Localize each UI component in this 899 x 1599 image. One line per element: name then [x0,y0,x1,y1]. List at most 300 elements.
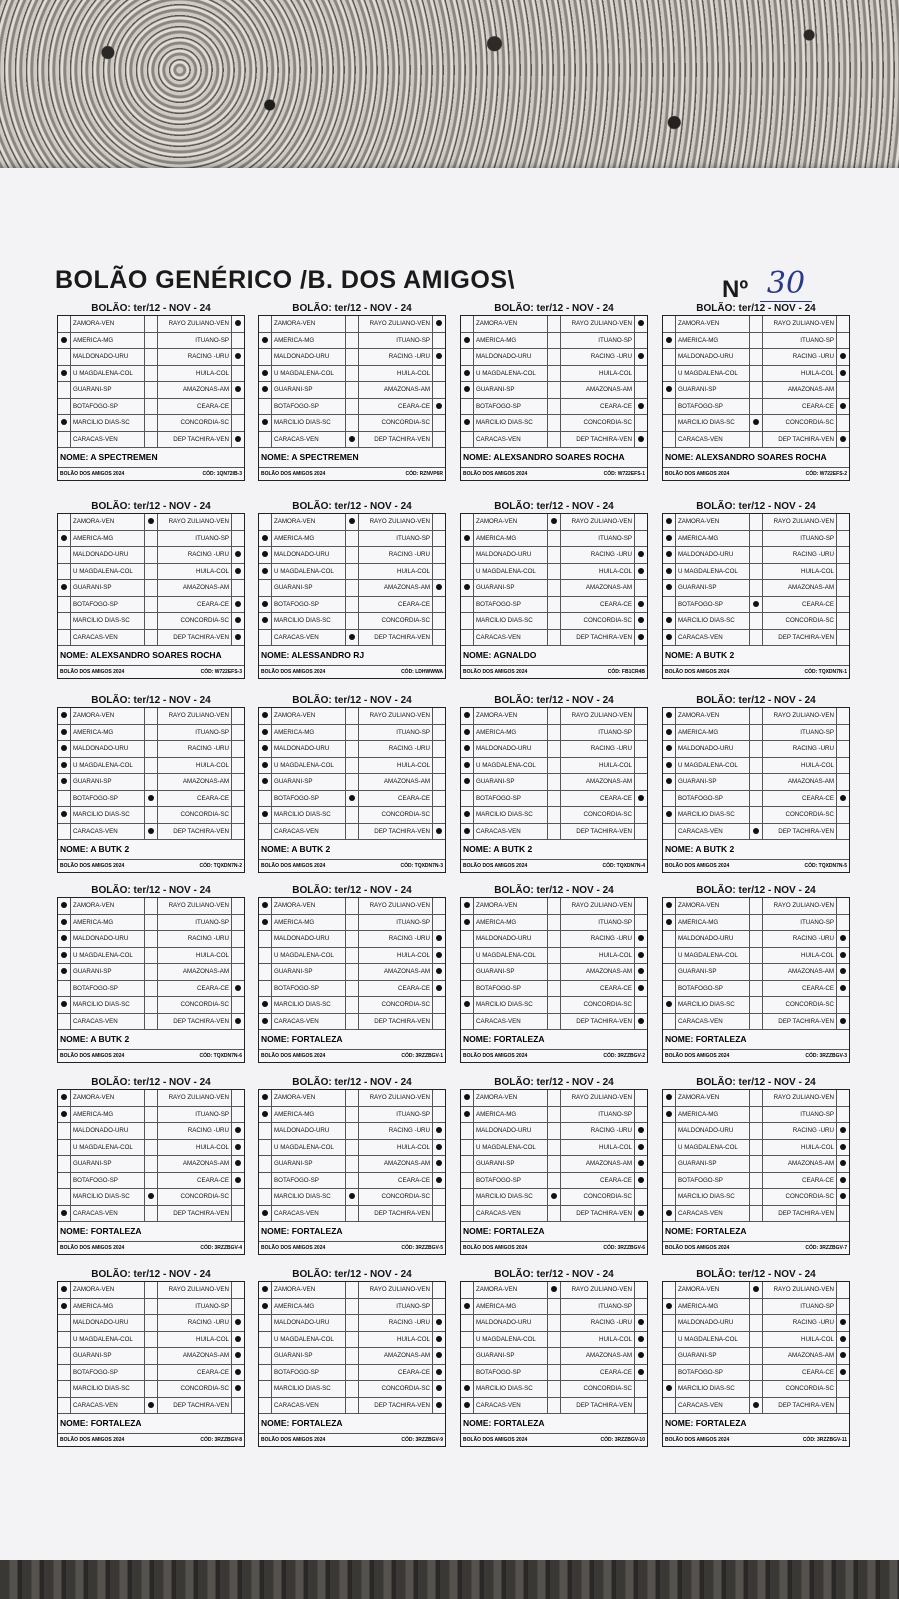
pick-cell [461,1332,474,1348]
pick-cell [433,630,445,646]
team-name: ITUANO-SP [561,333,635,349]
team-name: MARCILIO DIAS-SC [676,997,750,1013]
pick-cell [58,382,71,398]
ticket-card [460,694,648,873]
pick-mark-icon [148,795,154,801]
pick-cell [346,1140,359,1156]
team-name: CONCORDIA-SC [763,1189,837,1205]
team-name: ZAMORA-VEN [474,898,548,914]
team-name: AMERICA-MG [272,1299,346,1315]
pick-cell [663,597,676,613]
team-name: MALDONADO-URU [474,349,548,365]
pool-name: BOLÃO DOS AMIGOS 2024 [665,471,730,477]
pick-cell [548,415,561,431]
match-row [58,580,244,597]
team-name: ITUANO-SP [763,1299,837,1315]
ticket-footer [663,1242,849,1254]
match-row [663,807,849,824]
pick-cell [346,791,359,807]
pick-mark-icon [235,1369,241,1375]
match-row [259,514,445,531]
pick-cell [433,1315,445,1331]
pick-cell [635,1173,647,1189]
team-name: ZAMORA-VEN [676,1090,750,1106]
match-row [58,316,244,333]
pick-mark-icon [436,985,442,991]
match-row [58,333,244,350]
pick-cell [548,531,561,547]
team-name: CEARA-CE [763,1365,837,1381]
pick-cell [346,349,359,365]
pick-cell [663,741,676,757]
team-name: GUARANI-SP [676,382,750,398]
pick-cell [548,1206,561,1222]
ticket-code: CÓD: FB1CR4B [607,669,645,675]
pool-name: BOLÃO DOS AMIGOS 2024 [463,1053,528,1059]
pick-mark-icon [262,386,268,392]
team-name: CEARA-CE [763,1173,837,1189]
pick-cell [145,997,158,1013]
pick-cell [145,1332,158,1348]
match-row [259,1173,445,1190]
pick-mark-icon [638,1352,644,1358]
ticket-card [662,1076,850,1255]
team-name: MARCILIO DIAS-SC [474,1381,548,1397]
pick-cell [145,964,158,980]
pick-cell [837,791,849,807]
pick-cell [750,791,763,807]
team-name: U MAGDALENA-COL [474,948,548,964]
pick-cell [58,964,71,980]
pick-cell [433,1348,445,1364]
team-name: DEP TACHIRA-VEN [158,824,232,840]
team-name: HUILA-COL [561,366,635,382]
team-name: U MAGDALENA-COL [676,1332,750,1348]
team-name: ZAMORA-VEN [71,898,145,914]
team-name: HUILA-COL [158,366,232,382]
team-name: U MAGDALENA-COL [272,948,346,964]
ticket-footer [259,468,445,480]
ticket-card [57,500,245,679]
match-row [259,948,445,965]
pick-cell [58,931,71,947]
pick-cell [461,349,474,365]
player-name: NOME: FORTALEZA [663,1030,849,1050]
pick-cell [635,1156,647,1172]
team-name: RAYO ZULIANO-VEN [158,708,232,724]
match-row [663,1189,849,1206]
team-name: ZAMORA-VEN [676,898,750,914]
team-name: AMAZONAS-AM [158,1156,232,1172]
team-name: AMERICA-MG [71,1107,145,1123]
pick-cell [58,366,71,382]
pick-cell [145,382,158,398]
team-name: HUILA-COL [158,758,232,774]
team-name: RACING -URU [158,547,232,563]
match-row [461,898,647,915]
pick-cell [461,807,474,823]
pick-cell [750,1107,763,1123]
ticket-footer [461,666,647,678]
pick-mark-icon [638,1177,644,1183]
team-name: AMAZONAS-AM [359,1156,433,1172]
pick-cell [433,1140,445,1156]
pick-mark-icon [235,436,241,442]
team-name: CONCORDIA-SC [158,613,232,629]
pick-cell [461,1107,474,1123]
pick-mark-icon [638,968,644,974]
player-name: NOME: FORTALEZA [663,1414,849,1434]
pick-mark-icon [235,1144,241,1150]
match-row [259,964,445,981]
pick-cell [548,1156,561,1172]
team-name: DEP TACHIRA-VEN [561,1398,635,1414]
pick-cell [635,432,647,448]
team-name: U MAGDALENA-COL [676,564,750,580]
team-name: CEARA-CE [158,399,232,415]
pick-mark-icon [638,1319,644,1325]
team-name: CARACAS-VEN [71,1014,145,1030]
ticket-footer [58,1242,244,1254]
team-name: MALDONADO-URU [676,931,750,947]
match-row [663,630,849,647]
pick-cell [663,630,676,646]
pick-cell [259,964,272,980]
match-row [663,349,849,366]
pick-cell [663,1381,676,1397]
team-name: AMERICA-MG [272,725,346,741]
pick-cell [232,1107,244,1123]
team-name: HUILA-COL [359,564,433,580]
pick-cell [837,964,849,980]
team-name: ZAMORA-VEN [71,514,145,530]
ticket-footer [461,1242,647,1254]
pick-cell [346,741,359,757]
pick-cell [750,741,763,757]
team-name: HUILA-COL [561,1332,635,1348]
pick-cell [145,1090,158,1106]
pick-cell [750,1014,763,1030]
team-name: U MAGDALENA-COL [676,948,750,964]
player-name: NOME: FORTALEZA [58,1414,244,1434]
pick-cell [58,531,71,547]
pick-cell [433,382,445,398]
pick-mark-icon [61,1001,67,1007]
team-name: CARACAS-VEN [474,1206,548,1222]
pick-cell [232,758,244,774]
match-row [58,1206,244,1223]
team-name: CARACAS-VEN [474,1014,548,1030]
pool-name: BOLÃO DOS AMIGOS 2024 [463,863,528,869]
pick-cell [663,514,676,530]
team-name: HUILA-COL [763,1332,837,1348]
pick-cell [58,1381,71,1397]
match-row [461,741,647,758]
team-name: GUARANI-SP [474,1156,548,1172]
pick-cell [635,758,647,774]
team-name: MARCILIO DIAS-SC [272,1381,346,1397]
pick-mark-icon [349,1193,355,1199]
number-label: Nº [722,276,749,303]
pick-cell [750,630,763,646]
pick-cell [145,824,158,840]
team-name: RAYO ZULIANO-VEN [763,1090,837,1106]
pick-cell [346,1014,359,1030]
pick-cell [837,531,849,547]
pick-cell [548,1315,561,1331]
pick-cell [145,981,158,997]
team-name: ZAMORA-VEN [272,898,346,914]
pick-cell [346,1107,359,1123]
pick-cell [837,915,849,931]
pick-cell [548,1090,561,1106]
pick-cell [433,580,445,596]
pick-cell [548,824,561,840]
pick-cell [346,807,359,823]
team-name: HUILA-COL [359,366,433,382]
team-name: BOTAFOGO-SP [71,399,145,415]
pool-name: BOLÃO DOS AMIGOS 2024 [60,1053,125,1059]
pick-cell [58,791,71,807]
ticket-header: BOLÃO: ter/12 - NOV - 24 [494,695,614,706]
pick-cell [548,931,561,947]
pick-cell [232,531,244,547]
pool-name: BOLÃO DOS AMIGOS 2024 [665,1245,730,1251]
match-row [461,366,647,383]
match-row [461,1315,647,1332]
pick-cell [663,564,676,580]
team-name: ITUANO-SP [561,1107,635,1123]
team-name: CARACAS-VEN [676,1398,750,1414]
team-name: RAYO ZULIANO-VEN [561,898,635,914]
match-row [259,630,445,647]
pick-cell [461,824,474,840]
pick-cell [259,1173,272,1189]
pick-mark-icon [61,745,67,751]
match-row [58,613,244,630]
team-name: MARCILIO DIAS-SC [474,415,548,431]
pick-cell [461,613,474,629]
pick-mark-icon [666,778,672,784]
pick-cell [232,807,244,823]
pick-cell [232,432,244,448]
pick-cell [635,382,647,398]
match-row [663,1365,849,1382]
team-name: RAYO ZULIANO-VEN [158,316,232,332]
ticket-footer [58,860,244,872]
pick-cell [433,1123,445,1139]
team-name: GUARANI-SP [676,1156,750,1172]
match-row [259,824,445,841]
ticket-card [258,500,446,679]
team-name: ITUANO-SP [359,531,433,547]
team-name: HUILA-COL [561,1140,635,1156]
ticket-footer [663,1434,849,1446]
team-name: HUILA-COL [763,758,837,774]
team-name: AMAZONAS-AM [359,382,433,398]
team-name: AMAZONAS-AM [158,964,232,980]
match-row [663,898,849,915]
pool-name: BOLÃO DOS AMIGOS 2024 [665,1053,730,1059]
pick-mark-icon [61,811,67,817]
pick-cell [837,1332,849,1348]
team-name: U MAGDALENA-COL [71,1332,145,1348]
ticket-table [57,513,245,679]
pick-mark-icon [464,762,470,768]
pick-cell [548,1189,561,1205]
player-name: NOME: A SPECTREMEN [259,448,445,468]
match-row [461,597,647,614]
team-name: AMERICA-MG [71,531,145,547]
pool-name: BOLÃO DOS AMIGOS 2024 [60,1245,125,1251]
match-row [461,791,647,808]
team-name: U MAGDALENA-COL [272,1140,346,1156]
team-name: RAYO ZULIANO-VEN [359,1090,433,1106]
pick-cell [346,758,359,774]
ticket-card [57,694,245,873]
pick-cell [145,547,158,563]
pick-cell [548,725,561,741]
match-row [461,564,647,581]
pick-cell [346,774,359,790]
ticket-table [258,513,446,679]
team-name: GUARANI-SP [71,1348,145,1364]
team-name: MALDONADO-URU [676,349,750,365]
team-name: CONCORDIA-SC [359,1381,433,1397]
team-name: RACING -URU [158,1123,232,1139]
pick-cell [635,997,647,1013]
pool-name: BOLÃO DOS AMIGOS 2024 [665,669,730,675]
pick-mark-icon [235,1319,241,1325]
ticket-code: CÓD: 3RZZBGV-5 [401,1245,443,1251]
pick-cell [461,915,474,931]
pick-cell [232,931,244,947]
pick-cell [548,1299,561,1315]
match-row [259,1282,445,1299]
team-name: RAYO ZULIANO-VEN [561,316,635,332]
pick-cell [259,1156,272,1172]
pick-cell [232,547,244,563]
team-name: CEARA-CE [359,1173,433,1189]
pick-cell [750,1332,763,1348]
pick-mark-icon [840,436,846,442]
pick-cell [635,898,647,914]
team-name: U MAGDALENA-COL [272,564,346,580]
pick-cell [663,1123,676,1139]
pick-cell [58,1332,71,1348]
pick-cell [232,514,244,530]
match-row [259,415,445,432]
ticket-header: BOLÃO: ter/12 - NOV - 24 [292,1077,412,1088]
match-row [259,613,445,630]
match-row [461,531,647,548]
pick-mark-icon [436,828,442,834]
match-row [259,316,445,333]
match-row [663,758,849,775]
match-row [663,382,849,399]
ticket-header: BOLÃO: ter/12 - NOV - 24 [696,1077,816,1088]
pick-cell [461,580,474,596]
team-name: BOTAFOGO-SP [676,981,750,997]
pick-cell [837,613,849,629]
team-name: RAYO ZULIANO-VEN [359,898,433,914]
match-row [259,997,445,1014]
pick-cell [750,1123,763,1139]
pick-cell [461,931,474,947]
pick-cell [58,564,71,580]
pick-cell [837,597,849,613]
team-name: ITUANO-SP [158,915,232,931]
pick-cell [259,807,272,823]
match-row [663,1332,849,1349]
team-name: CONCORDIA-SC [158,415,232,431]
team-name: RACING -URU [158,1315,232,1331]
pool-name: BOLÃO DOS AMIGOS 2024 [261,669,326,675]
pick-mark-icon [61,919,67,925]
pick-cell [837,333,849,349]
match-row [259,1107,445,1124]
pick-cell [548,432,561,448]
pick-cell [433,824,445,840]
pick-cell [259,1282,272,1298]
pick-cell [750,547,763,563]
team-name: MALDONADO-URU [474,931,548,947]
pick-mark-icon [235,1352,241,1358]
pick-cell [58,547,71,563]
pick-cell [346,898,359,914]
pick-cell [145,1348,158,1364]
team-name: DEP TACHIRA-VEN [763,824,837,840]
pick-mark-icon [840,952,846,958]
sheet-number [722,266,822,306]
pick-cell [750,774,763,790]
pick-cell [346,981,359,997]
pick-mark-icon [262,712,268,718]
team-name: AMERICA-MG [272,531,346,547]
pick-cell [145,725,158,741]
pick-cell [750,1299,763,1315]
pick-cell [232,1140,244,1156]
team-name: DEP TACHIRA-VEN [561,1206,635,1222]
pick-cell [461,1282,474,1298]
pick-cell [259,898,272,914]
pick-cell [58,741,71,757]
pick-cell [433,1381,445,1397]
ticket-header: BOLÃO: ter/12 - NOV - 24 [91,695,211,706]
team-name: ITUANO-SP [359,725,433,741]
pick-cell [461,531,474,547]
ticket-table [662,707,850,873]
match-row [663,824,849,841]
pick-cell [548,349,561,365]
team-name: MALDONADO-URU [676,1315,750,1331]
match-row [663,1140,849,1157]
pick-cell [346,708,359,724]
pick-mark-icon [235,551,241,557]
team-name: CEARA-CE [158,981,232,997]
ticket-table [662,1281,850,1447]
team-name: CONCORDIA-SC [561,415,635,431]
match-row [58,597,244,614]
ticket-table [258,897,446,1063]
team-name: RACING -URU [561,547,635,563]
ticket-footer [461,468,647,480]
team-name: RACING -URU [158,349,232,365]
pick-cell [145,1156,158,1172]
pick-cell [346,1189,359,1205]
pick-mark-icon [638,320,644,326]
pick-mark-icon [840,1369,846,1375]
